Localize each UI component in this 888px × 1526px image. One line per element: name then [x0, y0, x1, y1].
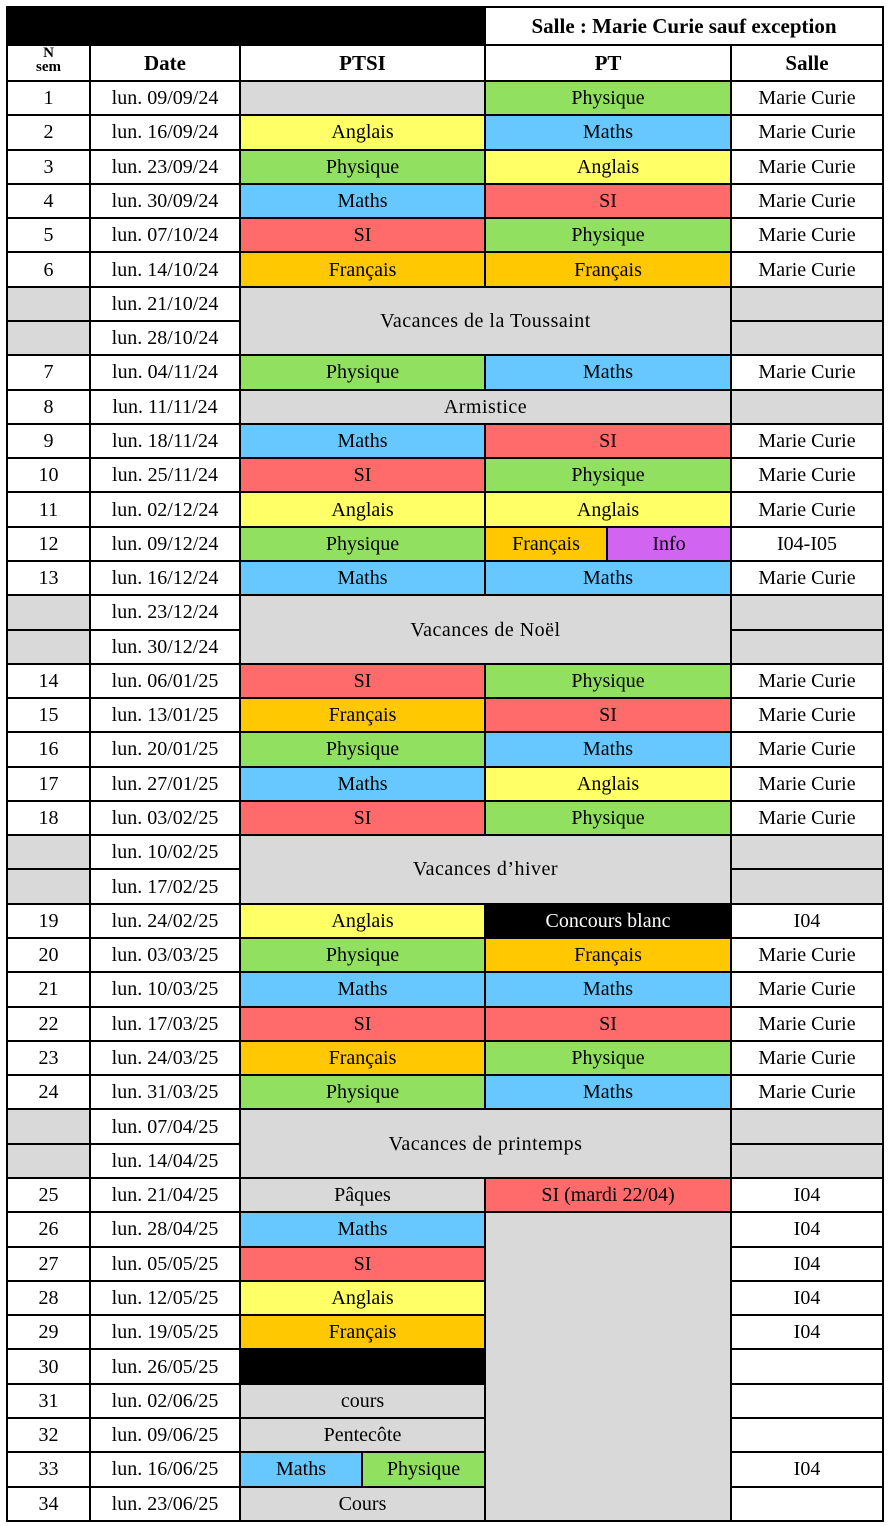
week-number: 26 [7, 1212, 90, 1246]
date-cell: lun. 21/10/24 [90, 287, 240, 321]
ptsi-cell: Français [240, 1315, 485, 1349]
salle-cell: Marie Curie [731, 252, 883, 286]
table-row [7, 184, 883, 218]
date-cell: lun. 24/03/25 [90, 1041, 240, 1075]
ptsi-cell: Physique [240, 527, 485, 561]
salle-cell: Marie Curie [731, 458, 883, 492]
date-cell: lun. 30/09/24 [90, 184, 240, 218]
salle-cell: I04 [731, 1247, 883, 1281]
week-number: 16 [7, 732, 90, 766]
salle-cell: Marie Curie [731, 664, 883, 698]
ptsi-cell: Français [240, 1041, 485, 1075]
week-number: 5 [7, 218, 90, 252]
salle-cell: Marie Curie [731, 732, 883, 766]
date-cell: lun. 28/04/25 [90, 1212, 240, 1246]
salle-cell [731, 1109, 883, 1143]
table-row [7, 424, 883, 458]
week-number: 24 [7, 1075, 90, 1109]
salle-cell: Marie Curie [731, 355, 883, 389]
ptsi-cell [240, 1349, 485, 1383]
schedule-table [6, 6, 884, 1522]
holiday-cell: Armistice [240, 390, 731, 424]
date-cell: lun. 16/06/25 [90, 1452, 240, 1486]
salle-cell [731, 1487, 883, 1521]
table-row [7, 1109, 883, 1143]
week-number [7, 1144, 90, 1178]
salle-cell: Marie Curie [731, 1075, 883, 1109]
week-number: 12 [7, 527, 90, 561]
salle-cell: Marie Curie [731, 492, 883, 526]
pt-cell: Maths [485, 972, 731, 1006]
salle-cell: I04 [731, 1281, 883, 1315]
salle-cell: Marie Curie [731, 767, 883, 801]
salle-cell [731, 595, 883, 629]
table-row [7, 801, 883, 835]
pt-cell: Maths [485, 355, 731, 389]
week-number: 3 [7, 150, 90, 184]
pt-cell: SI (mardi 22/04) [485, 1178, 731, 1212]
date-cell: lun. 21/04/25 [90, 1178, 240, 1212]
salle-cell [731, 1418, 883, 1452]
pt-cell: Physique [485, 81, 731, 115]
date-cell: lun. 18/11/24 [90, 424, 240, 458]
ptsi-cell: Français [240, 252, 485, 286]
pt-cell: Anglais [485, 767, 731, 801]
table-row [7, 595, 883, 629]
ptsi-cell: Physique [240, 355, 485, 389]
salle-cell: Marie Curie [731, 81, 883, 115]
salle-cell: Marie Curie [731, 801, 883, 835]
ptsi-cell-physique: Physique [362, 1452, 485, 1486]
ptsi-cell: Physique [240, 938, 485, 972]
ptsi-cell: Maths [240, 184, 485, 218]
salle-cell [731, 835, 883, 869]
ptsi-cell: Maths [240, 972, 485, 1006]
ptsi-cell: Maths [240, 767, 485, 801]
sheet-title: Salle : Marie Curie sauf exception [485, 7, 883, 45]
week-number: 7 [7, 355, 90, 389]
week-number: 13 [7, 561, 90, 595]
week-number: 20 [7, 938, 90, 972]
pt-cell: SI [485, 184, 731, 218]
salle-cell: Marie Curie [731, 218, 883, 252]
week-number: 4 [7, 184, 90, 218]
table-row [7, 1487, 883, 1521]
date-cell: lun. 25/11/24 [90, 458, 240, 492]
week-number [7, 287, 90, 321]
ptsi-cell: Anglais [240, 904, 485, 938]
col-header-ptsi: PTSI [240, 45, 485, 81]
ptsi-cell: Pentecôte [240, 1418, 485, 1452]
pt-empty-block [485, 1212, 731, 1521]
table-row [7, 1384, 883, 1418]
table-row [7, 1349, 883, 1383]
date-cell: lun. 02/06/25 [90, 1384, 240, 1418]
date-cell: lun. 09/06/25 [90, 1418, 240, 1452]
week-number: 25 [7, 1178, 90, 1212]
pt-cell: Maths [485, 115, 731, 149]
date-cell: lun. 07/10/24 [90, 218, 240, 252]
table-row [7, 698, 883, 732]
table-row [7, 1247, 883, 1281]
table-row [7, 355, 883, 389]
salle-cell [731, 390, 883, 424]
week-number: 11 [7, 492, 90, 526]
col-header-salle: Salle [731, 45, 883, 81]
ptsi-cell: Physique [240, 150, 485, 184]
week-number [7, 869, 90, 903]
ptsi-cell: cours [240, 1384, 485, 1418]
pt-cell-info: Info [607, 527, 731, 561]
date-cell: lun. 03/03/25 [90, 938, 240, 972]
week-number: 17 [7, 767, 90, 801]
week-number: 2 [7, 115, 90, 149]
date-cell: lun. 19/05/25 [90, 1315, 240, 1349]
holiday-cell: Vacances de printemps [240, 1109, 731, 1178]
table-row [7, 767, 883, 801]
header-black-cell [7, 7, 485, 45]
salle-cell: Marie Curie [731, 698, 883, 732]
salle-cell: Marie Curie [731, 184, 883, 218]
ptsi-cell: Maths [240, 424, 485, 458]
table-row [7, 252, 883, 286]
date-cell: lun. 07/04/25 [90, 1109, 240, 1143]
salle-cell: Marie Curie [731, 424, 883, 458]
week-number: 33 [7, 1452, 90, 1486]
date-cell: lun. 09/09/24 [90, 81, 240, 115]
salle-cell [731, 1144, 883, 1178]
week-number [7, 835, 90, 869]
week-number: 21 [7, 972, 90, 1006]
pt-cell: Français [485, 938, 731, 972]
week-number: 19 [7, 904, 90, 938]
date-cell: lun. 23/09/24 [90, 150, 240, 184]
date-cell: lun. 30/12/24 [90, 630, 240, 664]
ptsi-cell: Maths [240, 561, 485, 595]
week-number: 28 [7, 1281, 90, 1315]
table-row [7, 664, 883, 698]
table-row [7, 904, 883, 938]
table-row [7, 115, 883, 149]
week-number: 29 [7, 1315, 90, 1349]
col-header-date: Date [90, 45, 240, 81]
salle-cell: I04 [731, 1178, 883, 1212]
pt-cell: Physique [485, 1041, 731, 1075]
ptsi-cell: SI [240, 218, 485, 252]
pt-cell: Physique [485, 801, 731, 835]
date-cell: lun. 09/12/24 [90, 527, 240, 561]
pt-cell: Français [485, 252, 731, 286]
salle-cell: Marie Curie [731, 150, 883, 184]
salle-cell: I04 [731, 904, 883, 938]
table-row [7, 81, 883, 115]
week-number: 9 [7, 424, 90, 458]
table-row [7, 561, 883, 595]
date-cell: lun. 11/11/24 [90, 390, 240, 424]
date-cell: lun. 10/02/25 [90, 835, 240, 869]
table-row [7, 150, 883, 184]
ptsi-cell: Physique [240, 732, 485, 766]
salle-cell: Marie Curie [731, 938, 883, 972]
ptsi-cell: Cours [240, 1487, 485, 1521]
date-cell: lun. 12/05/25 [90, 1281, 240, 1315]
holiday-cell: Vacances de Noël [240, 595, 731, 664]
table-row [7, 527, 883, 561]
week-number: 31 [7, 1384, 90, 1418]
salle-cell: Marie Curie [731, 972, 883, 1006]
ptsi-cell [240, 81, 485, 115]
table-row [7, 390, 883, 424]
date-cell: lun. 27/01/25 [90, 767, 240, 801]
pt-cell: SI [485, 424, 731, 458]
date-cell: lun. 02/12/24 [90, 492, 240, 526]
table-row [7, 1041, 883, 1075]
week-number: 1 [7, 81, 90, 115]
week-number [7, 1109, 90, 1143]
week-number: 30 [7, 1349, 90, 1383]
date-cell: lun. 28/10/24 [90, 321, 240, 355]
date-cell: lun. 23/06/25 [90, 1487, 240, 1521]
week-number [7, 595, 90, 629]
date-cell: lun. 13/01/25 [90, 698, 240, 732]
ptsi-cell: Français [240, 698, 485, 732]
salle-cell: Marie Curie [731, 115, 883, 149]
date-cell: lun. 04/11/24 [90, 355, 240, 389]
week-number: 32 [7, 1418, 90, 1452]
date-cell: lun. 14/04/25 [90, 1144, 240, 1178]
ptsi-cell: Maths [240, 1212, 485, 1246]
col-header-week-number [7, 45, 90, 81]
table-row [7, 1418, 883, 1452]
ptsi-cell: SI [240, 1007, 485, 1041]
table-row [7, 492, 883, 526]
pt-cell: Physique [485, 218, 731, 252]
ptsi-cell: Physique [240, 1075, 485, 1109]
salle-cell [731, 630, 883, 664]
ptsi-cell-maths: Maths [240, 1452, 362, 1486]
date-cell: lun. 16/09/24 [90, 115, 240, 149]
ptsi-cell: Anglais [240, 492, 485, 526]
date-cell: lun. 23/12/24 [90, 595, 240, 629]
date-cell: lun. 14/10/24 [90, 252, 240, 286]
week-number: 34 [7, 1487, 90, 1521]
table-row [7, 218, 883, 252]
ptsi-cell: SI [240, 458, 485, 492]
pt-cell: Maths [485, 732, 731, 766]
week-number: 23 [7, 1041, 90, 1075]
table-row [7, 1315, 883, 1349]
table-row [7, 938, 883, 972]
week-number: 22 [7, 1007, 90, 1041]
table-row [7, 835, 883, 869]
week-number [7, 321, 90, 355]
salle-cell: Marie Curie [731, 1007, 883, 1041]
table-row [7, 287, 883, 321]
week-number: 18 [7, 801, 90, 835]
salle-cell [731, 321, 883, 355]
table-row [7, 458, 883, 492]
date-cell: lun. 24/02/25 [90, 904, 240, 938]
table-row [7, 1007, 883, 1041]
salle-cell [731, 287, 883, 321]
date-cell: lun. 17/03/25 [90, 1007, 240, 1041]
table-row [7, 1281, 883, 1315]
ptsi-cell: SI [240, 1247, 485, 1281]
holiday-cell: Vacances de la Toussaint [240, 287, 731, 356]
salle-cell [731, 869, 883, 903]
ptsi-cell: SI [240, 664, 485, 698]
pt-cell: Maths [485, 561, 731, 595]
date-cell: lun. 06/01/25 [90, 664, 240, 698]
salle-cell: Marie Curie [731, 561, 883, 595]
table-row [7, 732, 883, 766]
salle-cell: I04-I05 [731, 527, 883, 561]
salle-cell: I04 [731, 1315, 883, 1349]
pt-cell-francais: Français [485, 527, 607, 561]
pt-cell: Anglais [485, 492, 731, 526]
pt-cell: SI [485, 1007, 731, 1041]
date-cell: lun. 17/02/25 [90, 869, 240, 903]
table-row [7, 1075, 883, 1109]
pt-cell-concours: Concours blanc [485, 904, 731, 938]
date-cell: lun. 16/12/24 [90, 561, 240, 595]
week-number [7, 630, 90, 664]
table-row [7, 972, 883, 1006]
table-row [7, 1178, 883, 1212]
date-cell: lun. 10/03/25 [90, 972, 240, 1006]
week-number: 10 [7, 458, 90, 492]
salle-cell: I04 [731, 1212, 883, 1246]
week-number: 8 [7, 390, 90, 424]
salle-cell [731, 1349, 883, 1383]
salle-cell: Marie Curie [731, 1041, 883, 1075]
ptsi-cell: Anglais [240, 1281, 485, 1315]
pt-cell: Physique [485, 664, 731, 698]
date-cell: lun. 26/05/25 [90, 1349, 240, 1383]
col-header-pt: PT [485, 45, 731, 81]
date-cell: lun. 31/03/25 [90, 1075, 240, 1109]
table-row [7, 1452, 883, 1486]
week-number: 15 [7, 698, 90, 732]
pt-cell: Physique [485, 458, 731, 492]
ptsi-cell: Pâques [240, 1178, 485, 1212]
week-number: 6 [7, 252, 90, 286]
pt-cell: Anglais [485, 150, 731, 184]
pt-cell: SI [485, 698, 731, 732]
table-row [7, 1212, 883, 1246]
week-number: 14 [7, 664, 90, 698]
col-header-week-number-text: N sem [36, 45, 61, 76]
date-cell: lun. 20/01/25 [90, 732, 240, 766]
pt-cell: Maths [485, 1075, 731, 1109]
week-number: 27 [7, 1247, 90, 1281]
salle-cell [731, 1384, 883, 1418]
salle-cell: I04 [731, 1452, 883, 1486]
holiday-cell: Vacances d’hiver [240, 835, 731, 904]
ptsi-cell: Anglais [240, 115, 485, 149]
date-cell: lun. 05/05/25 [90, 1247, 240, 1281]
date-cell: lun. 03/02/25 [90, 801, 240, 835]
ptsi-cell: SI [240, 801, 485, 835]
